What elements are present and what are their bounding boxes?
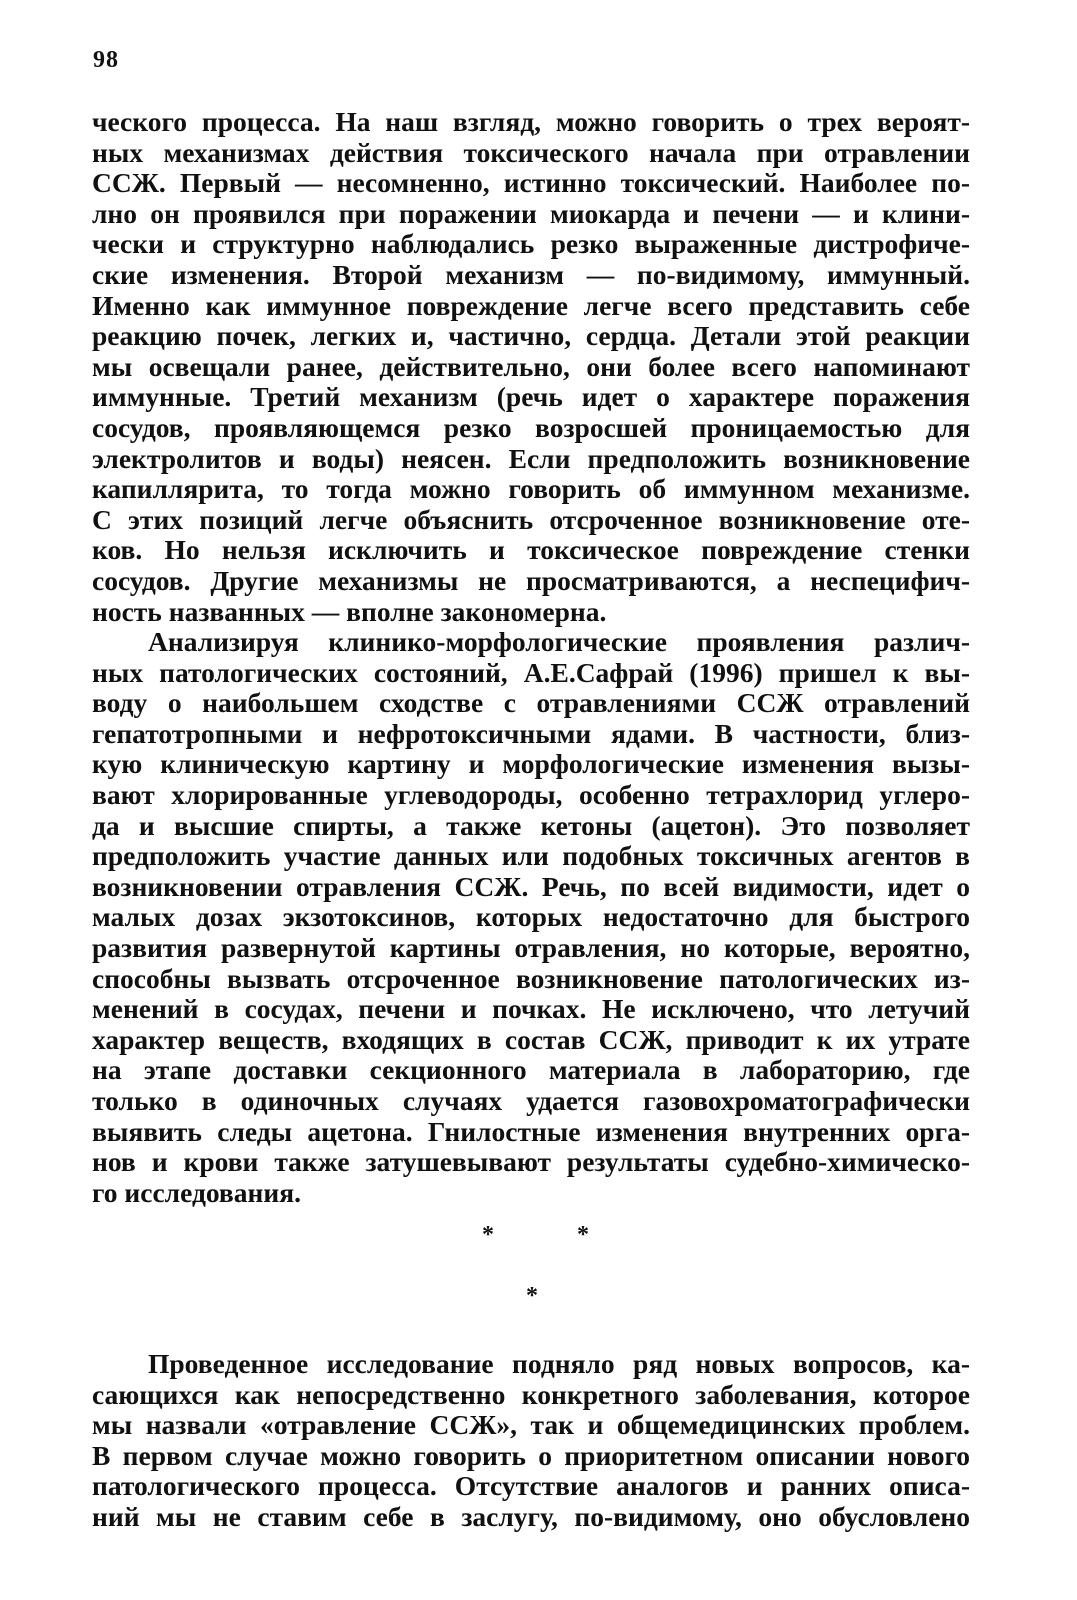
text-line: сосудов. Другие механизмы не просматриваются, а неспецифич- [92,564,970,596]
text-line: характер веществ, входящих в состав ССЖ, приводит к их утрате [92,1023,970,1055]
text-line: ческого процесса. На наш взгляд, можно говорить о трех вероят- [92,106,970,137]
body-text-block-1 [92,107,970,1208]
text-line: лно он проявился при поражении миокарда и печени — и клини- [92,197,970,229]
text-line: гепатотропными и нефротоксичными ядами. В частности, близ- [92,717,970,749]
text-line: только в одиночных случаях удается газовохроматографически [92,1085,970,1116]
text-line: Именно как иммунное повреждение легче всего представить себе [92,289,970,321]
text-line: ных механизмах действия токсического начала при отравлении [92,136,970,168]
section-separator-star: * [577,1222,589,1248]
text-line: мы назвали «отравление ССЖ», так и общемедицинских проблем. [92,1409,970,1441]
text-line: В первом случае можно говорить о приоритетном описании нового [92,1439,970,1471]
text-line: выявить следы ацетона. Гнилостные изменения внутренних орга- [92,1115,970,1147]
text-line: сающихся как непосредственно конкретного заболевания, которое [92,1378,970,1410]
text-line: иммунные. Третий механизм (речь идет о характере поражения [92,381,970,413]
section-separator-star: * [526,1283,538,1309]
text-line: способны вызвать отсроченное возникновение патологических из- [92,962,970,994]
text-line: го исследования. [92,1176,301,1208]
text-line: менений в сосудах, печени и почках. Не исключено, что летучий [92,993,970,1025]
paragraph-first-line: Анализируя клинико-морфологические проявления различ- [148,626,970,658]
text-line: патологического процесса. Отсутствие аналогов и ранних описа- [92,1470,970,1502]
text-line: вают хлорированные углеводороды, особенно тетрахлорид углеро- [92,779,970,811]
text-line: да и высшие спирты, а также кетоны (ацетон). Это позволяет [92,809,970,841]
text-line: ССЖ. Первый — несомненно, истинно токсический. Наиболее по- [92,167,970,199]
text-line: воду о наибольшем сходстве с отравлениями ССЖ отравлений [92,687,970,719]
text-line: электролитов и воды) неясен. Если предположить возникновение [92,442,970,474]
text-line: ность названных — вполне закономерна. [92,595,607,627]
text-line: нов и крови также затушевывают результаты судебно-химическо- [92,1146,970,1178]
text-line: возникновении отравления ССЖ. Речь, по всей видимости, идет о [92,870,970,902]
text-line: чески и структурно наблюдались резко выраженные дистрофиче- [92,228,970,260]
text-line: сосудов, проявляющемся резко возросшей проницаемостью для [92,411,970,443]
text-line: кую клиническую картину и морфологические изменения вызы- [92,748,970,780]
text-line: развития развернутой картины отравления, но которые, вероятно, [92,932,970,964]
text-line: С этих позиций легче объяснить отсроченное возникновение оте- [92,503,970,535]
page-number: 98 [93,47,119,73]
paragraph-first-line: Проведенное исследование подняло ряд новых вопросов, ка- [148,1348,970,1379]
text-line: ские изменения. Второй механизм — по-видимому, иммунный. [92,258,970,290]
body-text-block-2 [92,1349,970,1533]
text-line: реакцию почек, легких и, частично, сердца. Детали этой реакции [92,320,970,352]
text-line: мы освещали ранее, действительно, они более всего напоминают [92,350,970,382]
text-line: ных патологических состояний, А.Е.Сафрай (1996) пришел к вы- [92,656,970,688]
section-separator-star: * [482,1222,494,1248]
text-line: ков. Но нельзя исключить и токсическое повреждение стенки [92,534,970,566]
text-line: малых дозах экзотоксинов, которых недостаточно для быстрого [92,901,970,933]
text-line: ний мы не ставим себе в заслугу, по-видимому, оно обусловлено [92,1500,970,1532]
text-line: на этапе доставки секционного материала в лабораторию, где [92,1054,970,1086]
text-line: предположить участие данных или подобных токсичных агентов в [92,840,970,872]
text-line: капиллярита, то тогда можно говорить об иммунном механизме. [92,473,970,505]
